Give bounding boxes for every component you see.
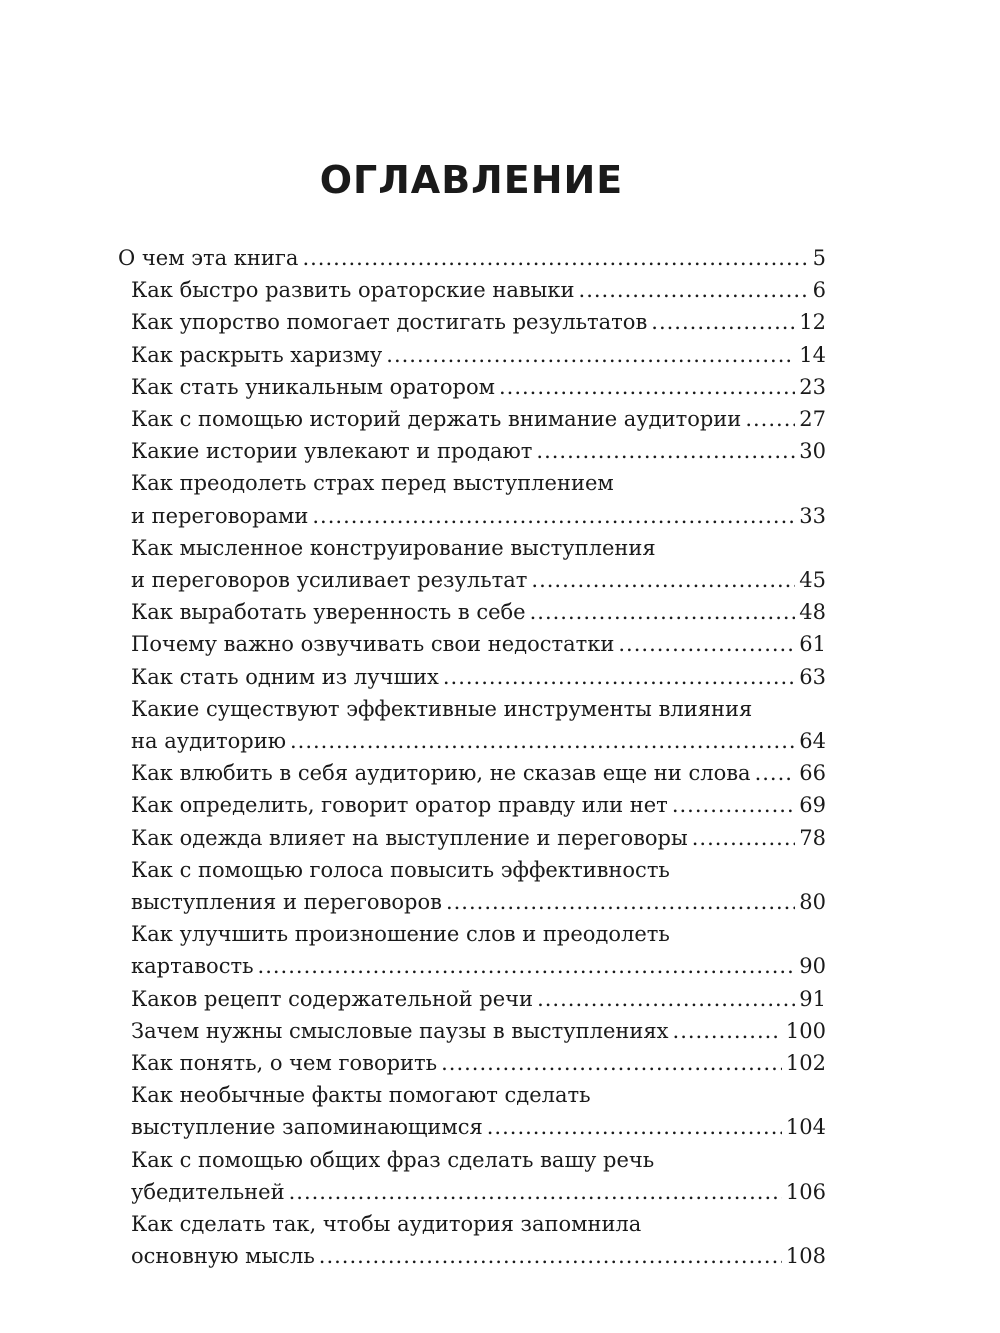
toc-entry [118,983,826,1015]
toc-entry-title: Как упорство помогает достигать результатов [131,310,648,335]
toc-entry-line [131,1144,826,1176]
toc-page-number: 108 [785,1244,826,1269]
toc-page-number: 33 [799,503,826,528]
toc-entry-title: Как с помощью общих фраз сделать вашу речь [131,1147,655,1172]
toc-entry-line [131,403,826,435]
toc-entry [118,467,826,531]
toc-entry [118,242,826,274]
toc-entry-line [131,532,826,564]
toc-entry-title: Как определить, говорит оратор правду или нет [131,793,668,818]
toc-page-number: 6 [812,278,826,303]
toc-page-number: 27 [799,407,826,432]
toc-entry-line [131,467,826,499]
dot-leader [673,1015,782,1047]
toc-entry [118,435,826,467]
toc-page-number: 14 [799,342,826,367]
dot-leader [446,886,795,918]
toc-page-number: 78 [799,825,826,850]
toc-entry-title: выступление запоминающимся [131,1115,483,1140]
toc-entry-title: Как с помощью голоса повысить эффективность [131,857,670,882]
toc-entry-line [131,1015,826,1047]
toc-entry-line [131,789,826,821]
dot-leader [692,822,796,854]
toc-entry-line [131,950,826,982]
dot-leader [302,242,808,274]
toc-entry-title: Как одежда влияет на выступление и переговоры [131,825,688,850]
toc-entry-title: Как с помощью историй держать внимание аудитории [131,407,742,432]
toc-entry [118,1208,826,1272]
toc-page-number: 104 [785,1115,826,1140]
dot-leader [487,1111,782,1143]
dot-leader [536,435,795,467]
toc-entry-title: Какие истории увлекают и продают [131,439,533,464]
toc-entry [118,532,826,596]
dot-leader [672,789,795,821]
toc-entry [118,274,826,306]
toc-entry-title: Как стать уникальным оратором [131,374,495,399]
toc-entry-line [131,1111,826,1143]
dot-leader [386,339,795,371]
toc-entry-title: Как выработать уверенность в себе [131,600,526,625]
toc-entry-title: Как преодолеть страх перед выступлением [131,471,614,496]
toc-entry [118,757,826,789]
dot-leader [579,274,809,306]
toc-entry-line [131,500,826,532]
toc-entry-line [131,564,826,596]
toc-entry-title: Как сделать так, чтобы аудитория запомнила [131,1212,642,1237]
toc-entry-title: картавость [131,954,254,979]
toc-entry-title: и переговоров усиливает результат [131,568,528,593]
toc-entry [118,306,826,338]
toc-page-number: 23 [799,374,826,399]
dot-leader [441,1047,782,1079]
toc-entry-line [131,306,826,338]
toc-entry-title: Как понять, о чем говорить [131,1051,438,1076]
page-title: ОГЛАВЛЕНИЕ [319,158,624,202]
dot-leader [530,596,796,628]
dot-leader [312,500,795,532]
toc-entry-title: Зачем нужны смысловые паузы в выступлениях [131,1018,669,1043]
toc-entry [118,822,826,854]
dot-leader [319,1240,782,1272]
dot-leader [745,403,795,435]
toc-entry-line [131,628,826,660]
toc-page-number: 106 [785,1179,826,1204]
toc-entry [118,1079,826,1143]
toc-entry [118,789,826,821]
toc-entry-line [131,371,826,403]
toc-entry-title: Как мысленное конструирование выступления [131,535,656,560]
toc-page-number: 12 [799,310,826,335]
toc-entry-line [131,596,826,628]
dot-leader [755,757,796,789]
toc-entry-title: выступления и переговоров [131,890,442,915]
toc-entry [118,854,826,918]
toc-entry-line [131,854,826,886]
toc-entry [118,1144,826,1208]
toc-entry-line [131,886,826,918]
dot-leader [499,371,795,403]
toc-entry-title: О чем эта книга [118,246,299,270]
toc-entry-title: Как раскрыть харизму [131,342,383,367]
toc-page-number: 48 [799,600,826,625]
toc-page-number: 61 [799,632,826,657]
toc-entry-line [131,1240,826,1272]
toc-page-number: 80 [799,890,826,915]
dot-leader [537,983,795,1015]
toc-page-number: 63 [799,664,826,689]
toc-entry-title: и переговорами [131,503,309,528]
dot-leader [531,564,795,596]
toc-entry-line [118,242,826,274]
toc-entry-line [131,339,826,371]
toc-entry-title: Какие существуют эффективные инструменты влияния [131,696,753,721]
dot-leader [651,306,795,338]
toc-entry-line [131,435,826,467]
toc-entry-line [131,725,826,757]
toc-entry-title: Как стать одним из лучших [131,664,439,689]
toc-entry-title: убедительней [131,1179,285,1204]
toc-entry-title: Как влюбить в себя аудиторию, не сказав еще ни слова [131,761,751,786]
toc-entry-title: Как улучшить произношение слов и преодолеть [131,922,670,947]
toc-entry [118,339,826,371]
toc-entry [118,596,826,628]
dot-leader [443,661,795,693]
toc-entry-line [131,693,826,725]
toc-entry-line [131,1176,826,1208]
toc-entry-line [131,1208,826,1240]
toc-entry-title: основную мысль [131,1244,315,1269]
toc-page-number: 102 [785,1051,826,1076]
toc-entry-title: на аудиторию [131,729,286,754]
toc-page-number: 64 [799,729,826,754]
toc-entry-line [131,757,826,789]
toc-page-number: 45 [799,568,826,593]
dot-leader [289,1176,782,1208]
dot-leader [258,950,796,982]
toc-entry [118,1047,826,1079]
toc-entry-line [131,1079,826,1111]
toc-entry-line [131,983,826,1015]
toc-entry-title: Каков рецепт содержательной речи [131,986,534,1011]
dot-leader [290,725,795,757]
toc-entry [118,628,826,660]
toc-entry-line [131,661,826,693]
dot-leader [618,628,795,660]
toc-entry-line [131,918,826,950]
toc-page-number: 90 [799,954,826,979]
toc-page-number: 66 [799,761,826,786]
toc-entry [118,1015,826,1047]
toc-entry-title: Как необычные факты помогают сделать [131,1083,591,1108]
toc-page-number: 30 [799,439,826,464]
toc-entry-title: Как быстро развить ораторские навыки [131,278,575,303]
table-of-contents [118,242,826,1273]
toc-entry-line [131,822,826,854]
toc-entry [118,371,826,403]
toc-entry-line [131,274,826,306]
toc-entry-title: Почему важно озвучивать свои недостатки [131,632,615,657]
toc-entry [118,661,826,693]
toc-page-number: 69 [799,793,826,818]
toc-entry [118,403,826,435]
toc-entry [118,918,826,982]
toc-page-number: 5 [812,246,826,270]
toc-page-number: 100 [785,1018,826,1043]
toc-page-number: 91 [799,986,826,1011]
toc-entry-line [131,1047,826,1079]
toc-entry [118,693,826,757]
